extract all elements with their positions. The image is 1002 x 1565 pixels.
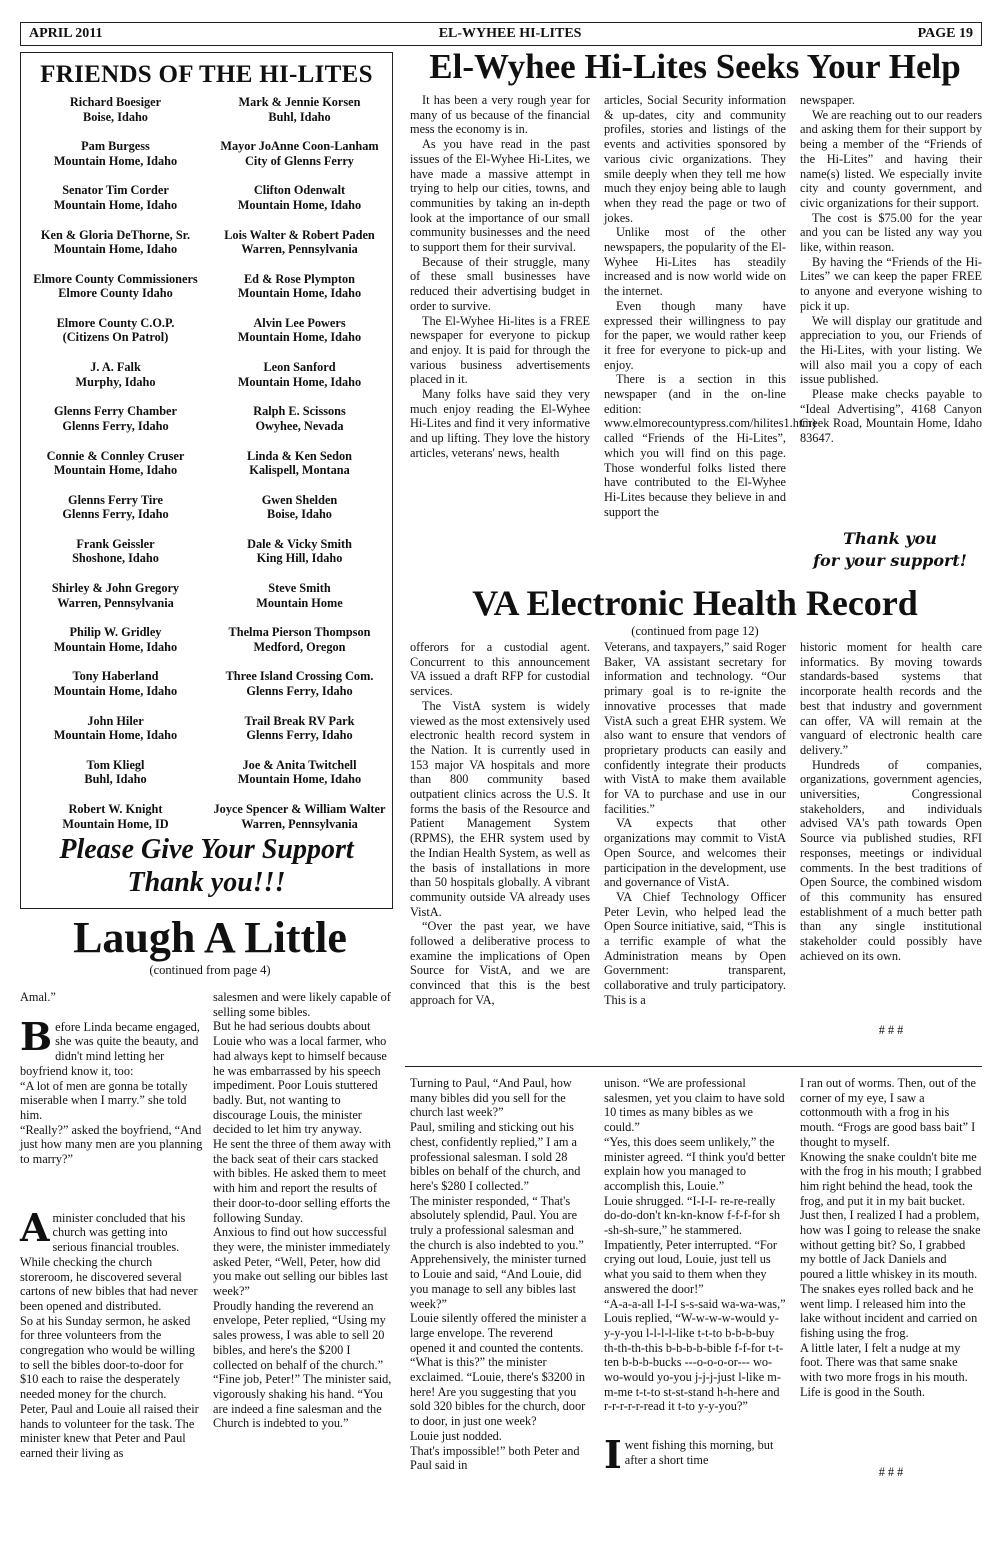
paragraph: But he had serious doubts about Louie who was a local farmer, who had always kept to himself because he was embarrassed by his speech impediment. Poor Louis stuttered badly. But, not wanting to discourage Louis, the minister decided to let him try anyway. (213, 1019, 387, 1137)
friend-name: Steve Smith (268, 581, 331, 596)
paragraph: It has been a very rough year for many of us because of the financial mess the economy is in. (410, 93, 590, 137)
paragraph: Impatiently, Peter interrupted. “For crying out loud, Louie, just tell us what you said to them when they answered the door!” (604, 1237, 778, 1296)
friend-entry (23, 183, 208, 227)
friend-name: Mayor JoAnne Coon-Lanham (220, 139, 379, 154)
friend-location: Buhl, Idaho (268, 109, 331, 124)
friend-name: Leon Sanford (263, 360, 336, 375)
paragraph: He sent the three of them away with the back seat of their cars stacked with bibles. He asked them to meet with him and report the results of their door-to-door selling efforts the following Sunday. (213, 1137, 391, 1225)
friend-entry (23, 669, 208, 713)
friend-location: Mountain Home, Idaho (53, 153, 178, 168)
friend-name: Ed & Rose Plympton (243, 271, 356, 286)
paragraph: We will display our gratitude and appreciation to you, our Friends of the Hi-Lites, with your listing. We will also mail you a copy of each issue published. (800, 313, 982, 387)
friends-column-left (23, 95, 208, 846)
friend-name: Philip W. Gridley (69, 625, 162, 640)
friend-entry (207, 449, 392, 493)
friend-name: Trail Break RV Park (244, 713, 355, 728)
paragraph: “Fine job, Peter!” The minister said, vigorously shaking his hand. “You are indeed a fine salesman and the Church is indebted to you.” (213, 1372, 392, 1431)
paragraph: VA expects that other organizations may commit to VistA Open Source, and welcomes their participation in the development, use and governance of VistA. (604, 816, 787, 890)
paragraph: unison. “We are professional salesmen, yet you claim to have sold 10 times as many bibles as we could.” (604, 1076, 785, 1135)
friend-entry (23, 449, 208, 493)
paragraph: Proudly handing the reverend an envelope, Peter replied, “Using my sales prowess, I was able to sell 20 bibles, and here's the $200 I collected on behalf of the church.” (213, 1298, 386, 1372)
friend-name: Alvin Lee Powers (253, 315, 346, 330)
laugh-headline: Laugh A Little (73, 913, 347, 962)
friend-name: Ralph E. Scissons (253, 404, 346, 419)
friend-name: Robert W. Knight (68, 802, 163, 816)
friend-name: Clifton Odenwalt (253, 183, 346, 198)
friend-location: Medford, Oregon (253, 639, 346, 654)
drop-cap: I (604, 1432, 622, 1478)
seeks-column-3 (800, 93, 982, 446)
paragraph: Amal.” (20, 990, 56, 1004)
friend-name: Gwen Shelden (261, 492, 338, 507)
page-header (20, 22, 982, 46)
friend-location: Mountain Home, Idaho (237, 374, 362, 389)
paragraph: There is a section in this newspaper (and in the on-line edition: www.elmorecountypress.com/hilites1.htm) called “Friends of the Hi-Lites”, which you will find on this page. Those wonderful folks listed there have contributed to the El-Wyhee Hi-Lites because they believe in and support the (604, 372, 816, 519)
friend-name: Senator Tim Corder (62, 183, 169, 198)
va-column-3 (800, 640, 982, 963)
friend-entry (207, 228, 392, 272)
friend-entry (23, 316, 208, 360)
va-column-2 (604, 640, 786, 1008)
friends-box (20, 52, 393, 909)
friend-location: Glenns Ferry, Idaho (246, 683, 353, 698)
paragraph: Please make checks payable to “Ideal Advertising”, 4168 Canyon Creek Road, Mountain Home, Idaho 83647. (800, 387, 982, 446)
paragraph: Anxious to find out how successful they were, the minister immediately asked Peter, “Well, Peter, how did you make out selling our bibles last week?” (213, 1225, 391, 1299)
friend-location: Murphy, Idaho (75, 374, 156, 389)
paragraph: Even though many have expressed their willingness to pay for the paper, we would rather keep it free for everyone to pick-up and enjoy. (604, 298, 786, 372)
friend-entry (207, 139, 392, 183)
paragraph: As you have read in the past issues of the El-Wyhee Hi-Lites, we have made a massive attempt in trying to help our cities, towns, and communities by taking an in-depth look at the importance of our small community businesses and the need to support them for their survival. (410, 137, 590, 255)
paragraph: “Really?” asked the boyfriend, “And just how many men are you planning to marry?” (20, 1122, 203, 1167)
friend-location: Mountain Home (256, 595, 343, 610)
paragraph: Louie just nodded. (410, 1428, 502, 1443)
friend-entry (23, 758, 208, 802)
laugh-column-5 (800, 1076, 982, 1399)
paragraph: By having the “Friends of the Hi-Lites” we can keep the paper FREE to anyone and everyone wishing to pick it up. (800, 254, 982, 313)
friend-name: Mark & Jennie Korsen (238, 95, 361, 109)
va-continued-note: (continued from page 12) (631, 624, 759, 638)
friend-name: Lois Walter & Robert Paden (224, 227, 375, 242)
seeks-column-1 (410, 93, 590, 461)
paragraph: We are reaching out to our readers and asking them for their support by being a member of the “Friends of the Hi-Lites” and having their name(s) listed. We especially invite city and county government, and civic organizations for their support. (800, 107, 982, 210)
friend-location: Glenns Ferry, Idaho (62, 418, 169, 433)
friend-location: Warren, Pennsylvania (57, 595, 174, 610)
friend-location: Kalispell, Montana (249, 463, 350, 477)
paragraph: Turning to Paul, “And Paul, how many bibles did you sell for the church last week?” (410, 1076, 572, 1120)
laugh-column-3 (410, 1076, 590, 1473)
friend-name: Pam Burgess (81, 139, 150, 154)
paragraph: Just then, I realized I had a problem, how was I going to release the snake without getting bit? So, I grabbed my bottle of Jack Daniels and poured a little whiskey in its mouth. The snakes eyes rolled back and he went limp. I released him into the lake without incident and carried on fishing using the frog. (800, 1208, 981, 1340)
paragraph: salesmen and were likely capable of selling some bibles. (213, 990, 391, 1019)
friend-location: Elmore County Idaho (58, 286, 173, 301)
friend-location: Warren, Pennsylvania (241, 242, 358, 257)
friend-name: Tom Kliegl (86, 757, 145, 772)
friend-entry (207, 183, 392, 227)
friend-entry (207, 669, 392, 713)
friend-name: Elmore County C.O.P. (56, 315, 175, 330)
friend-entry (207, 360, 392, 404)
friend-name: John Hiler (87, 713, 144, 728)
publication-name: EL-WYHEE HI-LITES (438, 26, 582, 41)
paragraph: Unlike most of the other newspapers, the popularity of the El-Wyhee Hi-Lites has steadily increased and is now world wide on the internet. (604, 225, 786, 299)
friend-entry (207, 272, 392, 316)
paragraph: VA Chief Technology Officer Peter Levin, who helped lead the Open Source initiative, said, “This is a terrific example of what the Administration means by Open Government: transparent, collaborative and truly participatory. This is a (604, 889, 786, 1007)
friend-entry (23, 139, 208, 183)
friend-entry (207, 404, 392, 448)
friend-entry (23, 360, 208, 404)
paragraph: efore Linda became engaged, she was quite the beauty, and didn't mind letting her boyfriend know it, too: (20, 1019, 200, 1078)
friend-location: Mountain Home, Idaho (53, 728, 178, 743)
friend-name: Connie & Connley Cruser (46, 448, 185, 463)
paragraph: “A-a-a-all I-I-I s-s-said wa-wa-was,” Louis replied, “W-w-w-w-would y-y-y-you l-l-l-l-like t-t-to b-b-b-buy th-th-th-this b-b-b-b-bible f-f-for t-t-ten b-b-b-bucks ---o-o-o-or--- wo-wo-would yo-you j-j-j-just l-like m-m-me t-t-to st-st-stand h-h-here and r-r-r-r-r-read it t-to y-y-you?” (604, 1296, 786, 1414)
va-column-1 (410, 640, 590, 1008)
minister-joke (20, 1204, 203, 1461)
paragraph: went fishing this morning, but after a short time (624, 1438, 774, 1467)
paragraph: minister concluded that his church was getting into serious financial troubles. While checking the church storeroom, he discovered several cartons of new bibles that had never been opened and distributed. (20, 1210, 198, 1313)
laugh-column-4 (604, 1076, 786, 1478)
friend-name: Elmore County Commissioners (33, 271, 198, 286)
thank-you-line: Thank you!!! (127, 867, 286, 898)
friend-location: Mountain Home, Idaho (237, 772, 362, 787)
thank-you-line-1: Thank you (843, 529, 937, 548)
va-headline: VA Electronic Health Record (472, 583, 918, 623)
thank-you-note (800, 528, 980, 572)
friend-name: Glenns Ferry Chamber (54, 404, 177, 419)
friend-name: Glenns Ferry Tire (68, 492, 163, 507)
friend-entry (23, 404, 208, 448)
friend-location: Mountain Home, ID (62, 816, 169, 831)
friends-column-right (207, 95, 392, 846)
friend-name: Thelma Pierson Thompson (228, 625, 371, 640)
friend-entry (23, 95, 208, 139)
friend-location: (Citizens On Patrol) (62, 330, 169, 345)
friend-entry (23, 714, 208, 758)
paragraph: offerors for a custodial agent. Concurrent to this announcement VA issued a draft RFP for custodial services. (410, 640, 590, 699)
friend-entry (207, 714, 392, 758)
laugh-column-1 (20, 990, 203, 1461)
paragraph: A little later, I felt a nudge at my foot. There was that same snake with two more frogs in his mouth. (800, 1340, 968, 1385)
friend-entry (207, 95, 392, 139)
friend-entry (23, 493, 208, 537)
friend-location: Mountain Home, Idaho (237, 286, 362, 301)
paragraph: “Over the past year, we have followed a deliberative process to examine the implications of Open Source for VistA, and we are convinced that this is the best approach for VA, (410, 919, 590, 1007)
drop-cap: A (20, 1204, 50, 1250)
paragraph: Because of their struggle, many of these small businesses have reduced their advertising budget in order to survive. (410, 254, 590, 313)
issue-date: APRIL 2011 (29, 26, 103, 41)
friend-name: Linda & Ken Sedon (247, 448, 352, 463)
paragraph: So at his Sunday sermon, he asked for three volunteers from the congregation who would be willing to sell the bibles door-to-door for $10 each to raise the desperately needed money for the church. (20, 1313, 195, 1402)
paragraph: Hundreds of companies, organizations, government agencies, universities, Congressional stakeholders, and individuals advised VA's path towards Open Source via published studies, RFI responses, meetings or individual comments. In the best traditions of Open Source, the combined wisdom of this community has ensured establishment of a much better path than any single institutional stakeholder could possibly have achieved on its own. (800, 757, 982, 963)
paragraph: Veterans, and taxpayers,” said Roger Baker, VA assistant secretary for information and technology. “Our primary goal is to re-ignite the innovative processes that made VistA such a great EHR system. We also want to ensure that vendors of proprietary products can easily and confidently integrate their products with VistA to make them available for VA to purchase and use in our facilities.” (604, 640, 786, 816)
paragraph: The El-Wyhee Hi-lites is a FREE newspaper for everyone to pickup and enjoy. It is paid for through the various business advertisements placed in it. (410, 313, 590, 387)
seeks-column-2 (604, 93, 816, 519)
paragraph: Knowing the snake couldn't bite me with the frog in his mouth; I grabbed him right behind the head, took the frog, and put it in my bait bucket. (800, 1149, 982, 1208)
friend-location: Owyhee, Nevada (255, 418, 344, 433)
friend-location: Mountain Home, Idaho (53, 242, 178, 257)
friend-entry (207, 625, 392, 669)
friend-entry (23, 581, 208, 625)
paragraph: articles, Social Security information & up-dates, city and community profiles, stories and listings of the events and activities sponsored by various civic organizations. They smile deeply when they tell me how much they enjoy being able to laugh when they read the page or two of jokes. (604, 93, 786, 225)
fishing-joke (604, 1432, 786, 1478)
friend-name: Dale & Vicky Smith (247, 536, 352, 551)
joke-text (604, 1076, 786, 1414)
friend-location: Mountain Home, Idaho (237, 197, 362, 212)
friend-location: Boise, Idaho (83, 109, 148, 124)
paragraph: Paul, smiling and sticking out his chest, confidently replied,” I am a professional salesman. I sold 28 bibles on behalf of the church, and here's $280 I collected.” (410, 1120, 581, 1193)
friend-location: Mountain Home, Idaho (53, 683, 178, 698)
friend-entry (207, 537, 392, 581)
friend-entry (207, 493, 392, 537)
paragraph: Louie shrugged. “I-I-I- re-re-really do-do-don't kn-kn-know f-f-f-for sh -sh-sh-sure,” he stammered. (604, 1193, 781, 1238)
linda-joke (20, 1013, 203, 1167)
page-number: PAGE 19 (917, 26, 973, 41)
paragraph: Louie silently offered the minister a large envelope. The reverend opened it and counted the contents. (410, 1311, 587, 1355)
friend-name: Joyce Spencer & William Walter (213, 802, 386, 816)
friend-entry (207, 316, 392, 360)
support-message (21, 833, 392, 899)
friend-entry (23, 272, 208, 316)
thank-you-line-2: for your support! (813, 551, 967, 570)
friend-entry (23, 537, 208, 581)
friend-location: Glenns Ferry, Idaho (246, 728, 353, 743)
friend-entry (207, 581, 392, 625)
paragraph: Many folks have said they very much enjoy reading the El-Wyhee Hi-Lites and find it very informative and up lifting. They love the history articles, veterans' news, health (410, 387, 590, 460)
friend-location: Buhl, Idaho (84, 772, 147, 787)
paragraph: historic moment for health care informatics. By moving towards standards-based systems that incorporate health records and the best that industry and government can offer, VA will remain at the vanguard of electronic health care delivery.” (800, 640, 982, 757)
va-end-mark: # # # (878, 1023, 904, 1037)
drop-cap: B (20, 1013, 53, 1059)
friend-name: J. A. Falk (90, 360, 141, 375)
friend-entry (23, 228, 208, 272)
paragraph: Life is good in the South. (800, 1384, 926, 1399)
paragraph: I ran out of worms. Then, out of the corner of my eye, I saw a cottonmouth with a frog in his mouth. “Frogs are good bass bait” I thought to myself. (800, 1076, 976, 1149)
paragraph: The VistA system is widely viewed as the most extensively used electronic health record system in the Nation. It is currently used in 153 major VA hospitals and more than 800 community based outpatient clinics across the U.S. It forms the basis of the Resource and Patient Management System (RPMS), the EHR system used by the Indian Health System, as well as the basis of installations in more than 50 hospitals globally. A vibrant community outside VA already uses VistA. (410, 698, 590, 919)
friend-location: Mountain Home, Idaho (53, 197, 178, 212)
friend-name: Richard Boesiger (69, 95, 162, 109)
friend-name: Joe & Anita Twitchell (242, 757, 357, 772)
friend-location: Boise, Idaho (267, 507, 332, 522)
paragraph: That's impossible!” both Peter and Paul said in (410, 1443, 580, 1473)
friend-location: City of Glenns Ferry (245, 153, 354, 168)
paragraph: Apprehensively, the minister turned to Louie and said, “And Louie, did you manage to sell any bibles last week?” (410, 1252, 587, 1311)
paragraph: The cost is $75.00 for the year and you can be listed any way you like, within reason. (800, 210, 982, 255)
friend-entry (207, 758, 392, 802)
friend-location: Warren, Pennsylvania (241, 816, 358, 831)
laugh-end-mark: # # # (878, 1465, 904, 1479)
paragraph: newspaper. (800, 93, 855, 107)
friend-name: Ken & Gloria DeThorne, Sr. (40, 227, 191, 242)
friends-title: FRIENDS OF THE HI-LITES (40, 61, 373, 88)
friend-entry (23, 625, 208, 669)
friend-name: Tony Haberland (72, 669, 159, 684)
friend-name: Three Island Crossing Com. (225, 669, 374, 684)
friend-location: Shoshone, Idaho (72, 551, 159, 566)
section-divider (405, 1066, 982, 1067)
friend-location: Glenns Ferry, Idaho (62, 507, 169, 522)
support-line: Please Give Your Support (59, 834, 354, 865)
friend-location: Mountain Home, Idaho (237, 330, 362, 345)
paragraph: “A lot of men are gonna be totally miserable when I marry.” she told him. (20, 1078, 188, 1122)
paragraph: Peter, Paul and Louie all raised their hands to volunteer for the task. The minister knew that Peter and Paul earned their living as (20, 1401, 199, 1460)
laugh-continued-note: (continued from page 4) (149, 963, 271, 977)
friend-location: King Hill, Idaho (256, 551, 343, 566)
friend-location: Mountain Home, Idaho (53, 639, 178, 654)
friend-name: Frank Geissler (76, 536, 155, 551)
paragraph: “What is this?” the minister exclaimed. “Louie, there's $3200 in here! Are you suggesting that you sold 320 bibles for the church, door to door, in just one week? (410, 1355, 586, 1429)
friend-name: Shirley & John Gregory (51, 581, 180, 596)
paragraph: “Yes, this does seem unlikely,” the minister agreed. “I think you'd better explain how you managed to accomplish this, Louie.” (604, 1134, 786, 1193)
seeks-headline: El-Wyhee Hi-Lites Seeks Your Help (429, 47, 961, 86)
friend-location: Mountain Home, Idaho (53, 463, 178, 477)
paragraph: The minister responded, “ That's absolutely splendid, Paul. You are truly a professional salesman and the church is also indebted to you.” (410, 1193, 584, 1252)
laugh-column-2 (213, 990, 396, 1431)
